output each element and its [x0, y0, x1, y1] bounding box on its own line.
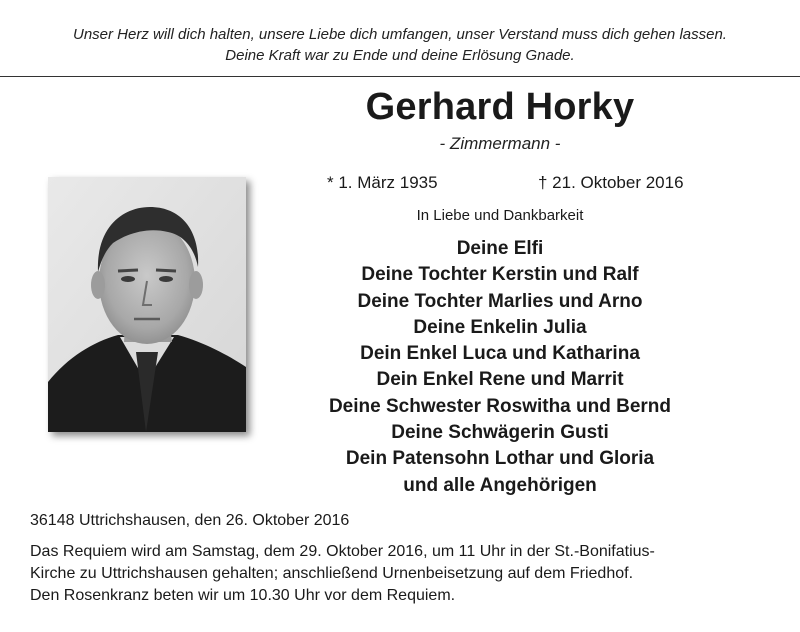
family-member: Dein Patensohn Lothar und Gloria: [345, 448, 655, 470]
service-notice-line-3: Den Rosenkranz beten wir um 10.30 Uhr vor dem Requiem.: [30, 587, 456, 604]
family-list: [240, 236, 760, 499]
family-member: Deine Schwägerin Gusti: [391, 422, 609, 444]
gratitude-line: In Liebe und Dankbarkeit: [416, 207, 584, 224]
deceased-profession: - Zimmermann -: [439, 134, 561, 153]
epigraph-quote: [0, 24, 800, 66]
service-notice-line-1: Das Requiem wird am Samstag, dem 29. Oktober 2016, um 11 Uhr in der St.-Bonifatius-: [30, 543, 655, 560]
birth-date: * 1. März 1935: [327, 173, 438, 192]
deceased-name: Gerhard Horky: [365, 86, 635, 128]
portrait-photo: [48, 177, 246, 432]
family-member: Deine Elfi: [456, 238, 544, 259]
family-member: Dein Enkel Rene und Marrit: [376, 369, 624, 391]
divider: [0, 76, 800, 77]
service-notice: [30, 541, 780, 607]
death-date: † 21. Oktober 2016: [538, 173, 684, 192]
portrait-image: [48, 177, 246, 432]
family-member: und alle Angehörigen: [403, 474, 597, 496]
epigraph-line-1: Unser Herz will dich halten, unsere Liebe dich umfangen, unser Verstand muss dich gehen lassen.: [73, 26, 727, 43]
family-member: Deine Schwester Roswitha und Bernd: [328, 395, 672, 417]
place-and-date: 36148 Uttrichshausen, den 26. Oktober 2016: [30, 512, 350, 529]
epigraph-line-2: Deine Kraft war zu Ende und deine Erlösung Gnade.: [225, 47, 575, 64]
family-member: Deine Tochter Kerstin und Ralf: [361, 264, 639, 286]
family-member: Deine Enkelin Julia: [413, 316, 587, 338]
family-member: Dein Enkel Luca und Katharina: [360, 343, 640, 365]
service-notice-line-2: Kirche zu Uttrichshausen gehalten; anschließend Urnenbeisetzung auf dem Friedhof.: [30, 565, 634, 582]
family-member: Deine Tochter Marlies und Arno: [357, 290, 643, 312]
